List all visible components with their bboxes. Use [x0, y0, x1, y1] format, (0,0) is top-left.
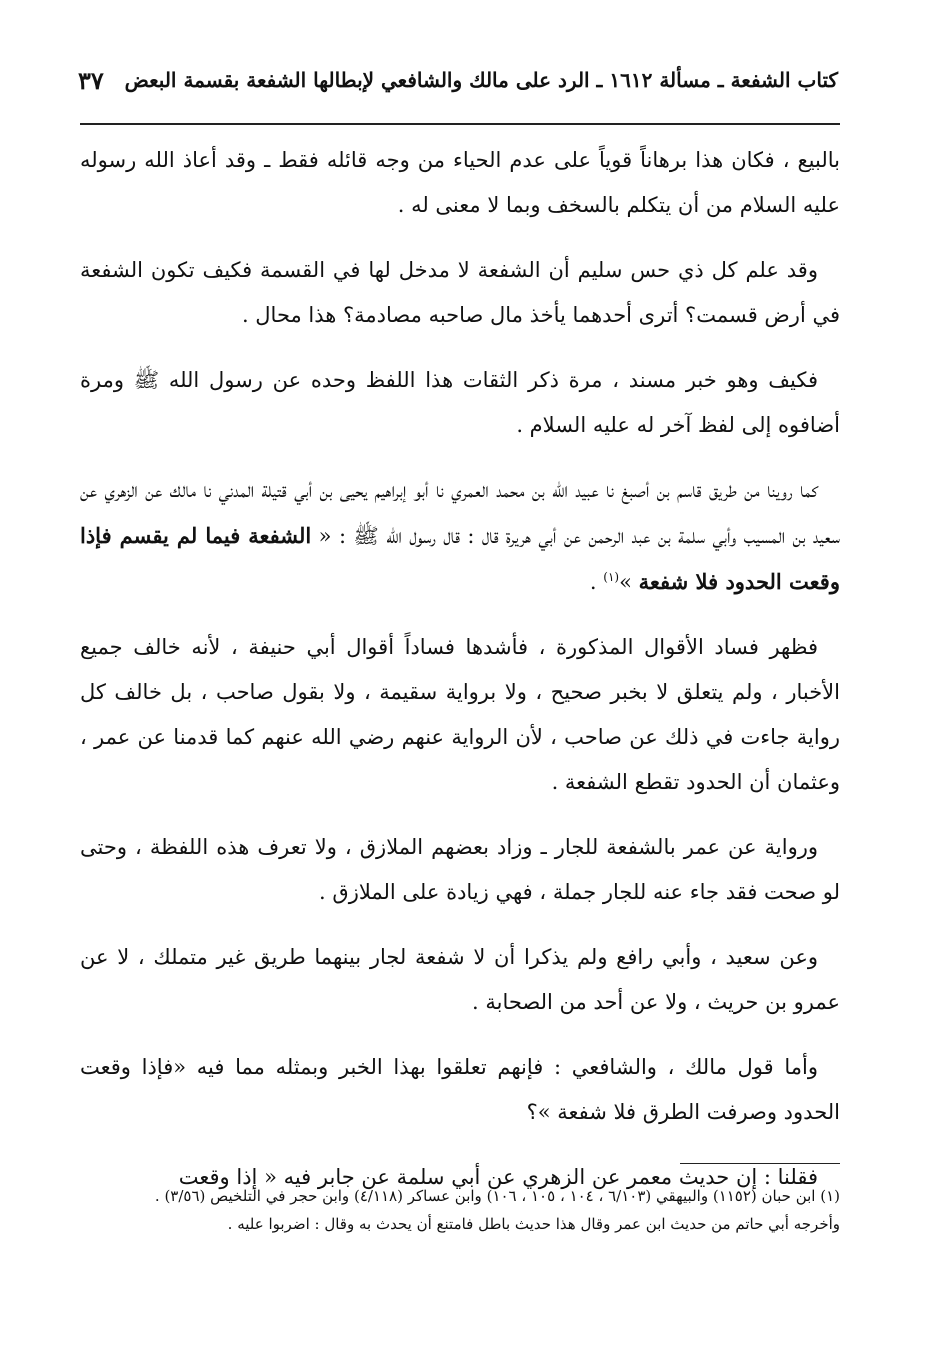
paragraph-4 — [80, 468, 840, 605]
paragraph-5: فظهر فساد الأقوال المذكورة ، فأشدها فساداً أقوال أبي حنيفة ، لأنه خالف جميع الأخبار ، ولم يتعلق لا بخبر صحيح ، ولا برواية سقيمة ، ولا بقول صاحب ، بل خالف كل رواية جاءت في ذلك عن صاحب ، لأن الرواية عنهم رضي الله عنهم كما قدمنا عن عمر ، وعثمان أن الحدود تقطع الشفعة . — [80, 635, 840, 794]
footnote-ref-1[interactable]: (١) — [603, 570, 620, 584]
paragraph-4-end: . — [589, 570, 604, 594]
quote-close: » — [619, 570, 639, 594]
footnote-divider — [680, 1163, 840, 1164]
paragraph-1: بالبيع ، فكان هذا برهاناً قوياً على عدم الحياء من وجه قائله فقط ـ وقد أعاذ الله رسوله عليه السلام من أن يتكلم بالسخف وبما لا معنى له . — [80, 148, 840, 217]
footnote-1: (١) ابن حبان (١١٥٢) والبيهقي (٦/١٠٣ ، ١٠٤ ، ١٠٥ ، ١٠٦) وابن عساكر (٤/١١٨) وابن حجر في التلخيص (٣/٥٦) . — [154, 1187, 840, 1205]
footnote-1-continued: وأخرجه أبي حاتم من حديث ابن عمر وقال هذا حديث باطل فامتنع أن يحدث به وقال : اضربوا عليه . — [227, 1215, 840, 1233]
page-number: ٣٧ — [78, 66, 104, 95]
header-divider — [80, 123, 840, 125]
paragraph-8: وأما قول مالك ، والشافعي : فإنهم تعلقوا بهذا الخبر وبمثله مما فيه «فإذا وقعت الحدود وصرفت الطرق فلا شفعة »؟ — [80, 1055, 840, 1124]
footnotes — [80, 1182, 840, 1238]
paragraph-7: وعن سعيد ، وأبي رافع ولم يذكرا أن لا شفعة لجار بينهما طريق غير متملك ، لا عن عمرو بن حريث ، ولا عن أحد من الصحابة . — [80, 945, 840, 1014]
paragraph-3: فكيف وهو خبر مسند ، مرة ذكر الثقات هذا اللفظ وحده عن رسول الله ﷺ ومرة أضافوه إلى لفظ آخر له عليه السلام . — [80, 368, 840, 437]
paragraph-4-text: كما روينا من طريق قاسم بن أصبغ نا عبيد الله بن محمد العمري نا أبو إبراهيم يحيى بن أبي قتيلة المدني نا مالك عن الزهري عن سعيد بن المسيب وأبي سلمة بن عبد الرحمن عن أبي هريرة قال : قال رسول الله ﷺ : « — [80, 478, 840, 548]
running-title: كتاب الشفعة ـ مسألة ١٦١٢ ـ الرد على مالك والشافعي لإبطالها الشفعة بقسمة البعض — [124, 68, 838, 92]
paragraph-9: فقلنا : إن حديث معمر عن الزهري عن أبي سلمة عن جابر فيه « إذا وقعت — [178, 1165, 818, 1189]
page-header — [78, 62, 838, 106]
paragraph-6: ورواية عن عمر بالشفعة للجار ـ وزاد بعضهم الملازق ، ولا تعرف هذه اللفظة ، وحتى لو صحت فقد جاء عنه للجار جملة ، فهي زيادة على الملازق . — [80, 835, 840, 904]
hadith-quote: الشفعة فيما لم يقسم فإذا وقعت الحدود فلا شفعة — [80, 523, 840, 594]
paragraph-2: وقد علم كل ذي حس سليم أن الشفعة لا مدخل لها في القسمة فكيف تكون الشفعة في أرض قسمت؟ أترى أحدهما يأخذ مال صاحبه مصادمة؟ هذا محال . — [80, 258, 840, 327]
main-text — [80, 138, 840, 1220]
